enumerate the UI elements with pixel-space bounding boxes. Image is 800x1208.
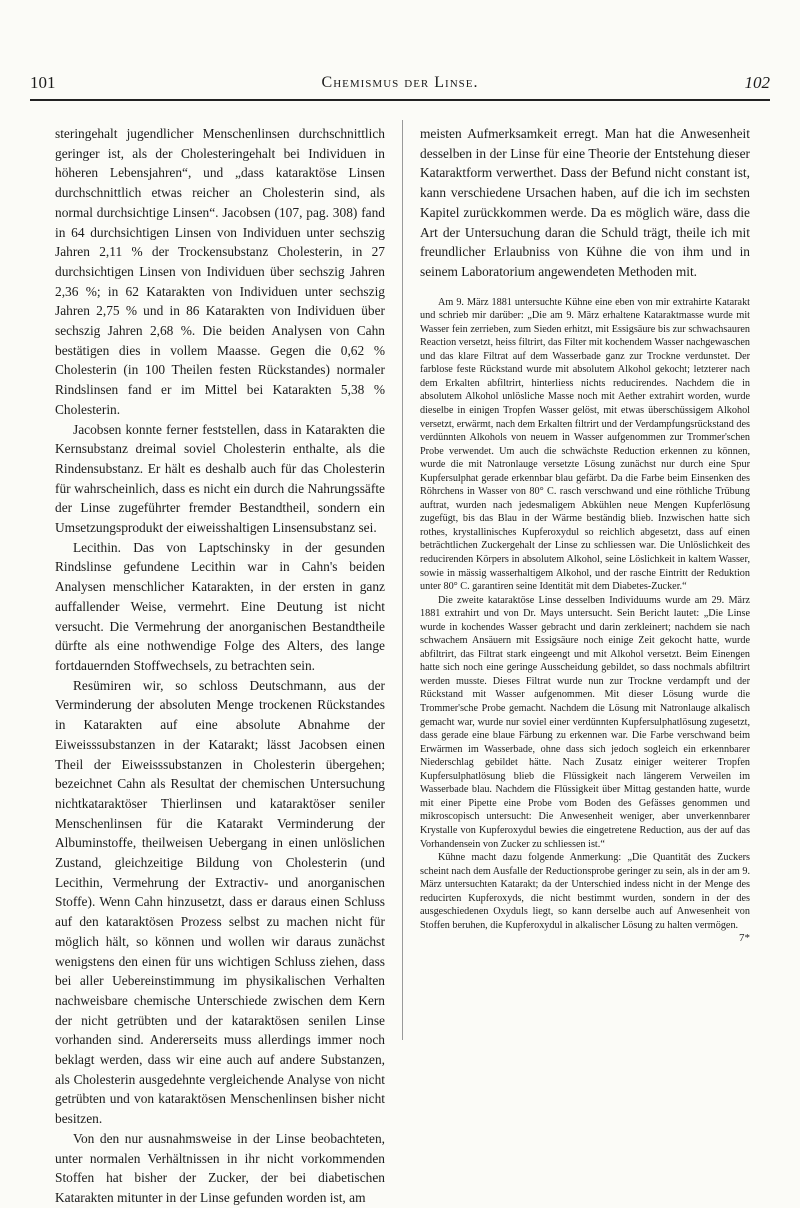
header-rule	[30, 99, 770, 101]
signature-mark: 7*	[739, 932, 750, 945]
footnote-paragraph-1: Am 9. März 1881 untersuchte Kühne eine eben von mir extrahirte Katarakt und schrieb mir darüber: „Die am 9. März erhaltene Kataraktmasse wurde mit Wasser fein zerrieben, zum Sieden erhitzt, mit Essigsäure bis zur schwachsauren Reaction versetzt, heiss filtrirt, das Filter mit kochendem Wasser nachgewaschen und das klare Filtrat auf dem Wasserbade ganz zur Trockne verdunstet. Der farblose feste Rückstand wurde mit absolutem Alkohol gekocht; letzterer nach dem Erkalten abfiltrirt, hinterliess nichts reducirendes. Nachdem die in absolutem Alkohol unlösliche Masse noch mit Aether extrahirt worden, wurde dieselbe in einigen Tropfen Wasser gelöst, mit etwas überschüssigem Alkohol versetzt, erwärmt, nach dem Erkalten filtrirt und der Verdampfungsrückstand des verdünnten Alkohols von neuem in Wasser aufgenommen zur Trommer'schen Probe verwendet. Um auch die schwächste Reduction erkennen zu können, wurde die mit Natronlauge versetzte Lösung zunächst nur durch eine Spur Kupfersulphat gerade erkennbar blau gefärbt. Da die Farbe beim Einsenken des Röhrchens in Wasser von 80° C. rasch verschwand und eine röthliche Trübung auftrat, wurden nach jedesmaligem Abkühlen neue Mengen Kupferlösung zugefügt, bis das Blau in der Wärme beständig blieb. Inzwischen hatte sich rothes, krystallinisches Kupferoxydul so reichlich abgesetzt, dass auf einen beträchtlichen Zuckergehalt der Linse zu schliessen war. Die Unlöslichkeit des reducirenden Körpers in absolutem Alkohol, seine Löslichkeit in kaltem Wasser, sowie in mässig wasserhaltigem Alkohol, und der rasche Eintritt der Reduktion unter 80° C. garantiren seine Identität mit dem Diabetes-Zucker.“	[420, 296, 750, 593]
left-paragraph-4: Resümiren wir, so schloss Deutschmann, aus der Verminderung der absoluten Menge trockenen Rückstandes in Katarakten auf eine absolute Abnahme der Eiweisssubstanzen in der Katarakt; lässt Jacobsen einen Theil der Eiweisssubstanzen in Cholesterin übergehen; bezeichnet Cahn als Resultat der chemischen Untersuchung nichtkataraktöser Thierlinsen und kataraktöser seniler Menschenlinsen für die Katarakt Verminderung der Albuminstoffe, theilweisen Uebergang in einen unlöslichen Zustand, gleichzeitige Bildung von Cholesterin (und Lecithin, Vermehrung der Extractiv- und anorganischen Stoffe). Wenn Cahn hinzusetzt, dass er daraus einen Schluss auf den kataraktösen Prozess selbst zu machen nicht für möglich hält, so können und wollen wir daraus zunächst wenigstens den einen für uns wichtigen Schluss ziehen, dass bei aller Uebereinstimmung im physikalischen Verhalten nachweisbare chemische Unterschiede zwischen dem Kern der nicht getrübten und der kataraktösen senilen Linse vorhanden sind. Andererseits muss allerdings immer noch beklagt werden, dass wir eine auch auf andere Substanzen, als Cholesterin ausgedehnte vergleichende Analyse von nicht getrübten und von kataraktösen Menschenlinsen bisher nicht besitzen.	[55, 677, 385, 1127]
column-divider	[402, 120, 403, 1040]
running-header	[30, 72, 770, 96]
footnote-paragraph-3: Kühne macht dazu folgende Anmerkung: „Die Quantität des Zuckers scheint nach dem Ausfalle der Reductionsprobe geringer zu sein, als in der am 9. März untersuchten Katarakt; da der Unterschied indess nicht in der Menge des reducirten Kupferoxyds, die nicht bestimmt wurden, sondern in der des ausgeschiedenen Oxyduls liegt, so kann derselbe auch auf Anwesenheit von Stoffen beruhen, die Kupferoxydul in alkalischer Lösung zu halten vermögen.	[420, 852, 750, 931]
running-title: Chemismus der Linse.	[321, 74, 479, 91]
left-paragraph-1: steringehalt jugendlicher Menschenlinsen durchschnittlich geringer ist, als der Cholesteringehalt bei Individuen in höheren Lebensjahren“, und „dass kataraktöse Linsen durchschnittlich etwas reicher an Cholesterin sind, als normal durchsichtige Linsen“. Jacobsen (107, pag. 308) fand in 64 durchsichtigen Linsen von Individuen unter sechszig Jahren 2,11 % der Trockensubstanz Cholesterin, in 27 durchsichtigen Linsen von Individuen über sechszig Jahren 2,36 %; in 62 Katarakten von Individuen unter sechszig Jahren 2,75 % und in 86 Katarakten von Individuen über sechszig Jahren 2,68 %. Die beiden Analysen von Cahn bestätigen dies in vollem Maasse. Gegen die 0,62 % Cholesterin (in 100 Theilen festen Rückstandes) normaler Rindslinsen fand er im Mittel bei Katarakten 5,38 % Cholesterin.	[55, 126, 385, 417]
left-paragraph-2: Jacobsen konnte ferner feststellen, dass in Katarakten die Kernsubstanz dreimal soviel Cholesterin enthalte, als die Rindensubstanz. Er hält es deshalb auch für das Cholesterin für wahrscheinlich, dass es nicht ein durch die Nahrungssäfte der Linse zugeführter fremder Bestandtheil, sondern ein Umsetzungsprodukt der eiweisshaltigen Linsensubstanz sei.	[55, 421, 385, 536]
left-paragraph-3: Lecithin. Das von Laptschinsky in der gesunden Rindslinse gefundene Lecithin war in Cahn's beiden Analysen menschlicher Katarakten, in der ersten in ganz auffallender Weise, vermehrt. Eine Deutung ist nicht versucht. Die Vermehrung der anorganischen Bestandtheile dürfte als eine nothwendige Folge des Alters, des lange fortdauernden Stoffwechsels, zu betrachten sein.	[55, 539, 385, 673]
right-column	[420, 124, 750, 944]
right-paragraph-intro: meisten Aufmerksamkeit erregt. Man hat die Anwesenheit desselben in der Linse für eine Theorie der Entstehung dieser Kataraktform verwerthet. Dass der Befund nicht constant ist, kann verschiedene Ursachen haben, auf die ich im sechsten Kapitel zurückkommen werde. Da es möglich wäre, dass die Art der Untersuchung daran die Schuld trägt, theile ich mit freundlicher Erlaubniss von Kühne die von ihm und in seinem Laboratorium angewendeten Methoden mit.	[420, 126, 750, 279]
page-number-right: 102	[744, 73, 770, 92]
left-column	[55, 124, 385, 1208]
left-paragraph-5: Von den nur ausnahmsweise in der Linse beobachteten, unter normalen Verhältnissen in ihr nicht vorkommenden Stoffen hat bisher der Zucker, der bei diabetischen Katarakten mitunter in der Linse gefunden worden ist, am	[55, 1130, 385, 1205]
footnote-paragraph-2: Die zweite kataraktöse Linse desselben Individuums wurde am 29. März 1881 extrahirt und von Dr. Mays untersucht. Sein Bericht lautet: „Die Linse wurde in kochendes Wasser gebracht und darin zerkleinert; nachdem sie nach schwachem Ansäuern mit Essigsäure noch einige Zeit gekocht hatte, wurde abfiltrirt, das Filtrat stark eingeengt und mit Alkohol versetzt. Beim Einengen hatte sich noch eine geringe Ausscheidung gebildet, so dass nochmals abfiltrirt werden musste. Dieses Filtrat wurde nun zur Trockne verdampft und der Rückstand mit Wasser aufgenommen. Mit dieser Lösung wurde die Trommer'sche Probe gemacht. Nachdem die Lösung mit Natronlauge alkalisch gemacht war, wurde nur soviel einer verdünnten Kupfersulphatlösung zugesetzt, dass gerade eine blaue Färbung zu erkennen war. Die Farbe verschwand beim Erwärmen im Wasserbade, ohne dass sich jedoch sogleich ein erkennbarer Niederschlag gebildet hätte. Nach Zusatz einiger weiterer Tropfen Kupfersulphatlösung blieb die Flüssigkeit nach längerem Verweilen im Wasserbade blau. Nachdem die Flüssigkeit über Mittag gestanden hatte, wurde mit einer Pipette eine Probe vom Boden des Gefässes genommen und mikroscopisch untersucht: Die Anwesenheit weniger, aber unverkennbarer Krystalle von Kupferoxydul bewies die eingetretene Reduction, aus der auf das Vorhandensein von Zucker zu schliessen ist.“	[420, 594, 750, 850]
page-number-left: 101	[30, 73, 56, 92]
